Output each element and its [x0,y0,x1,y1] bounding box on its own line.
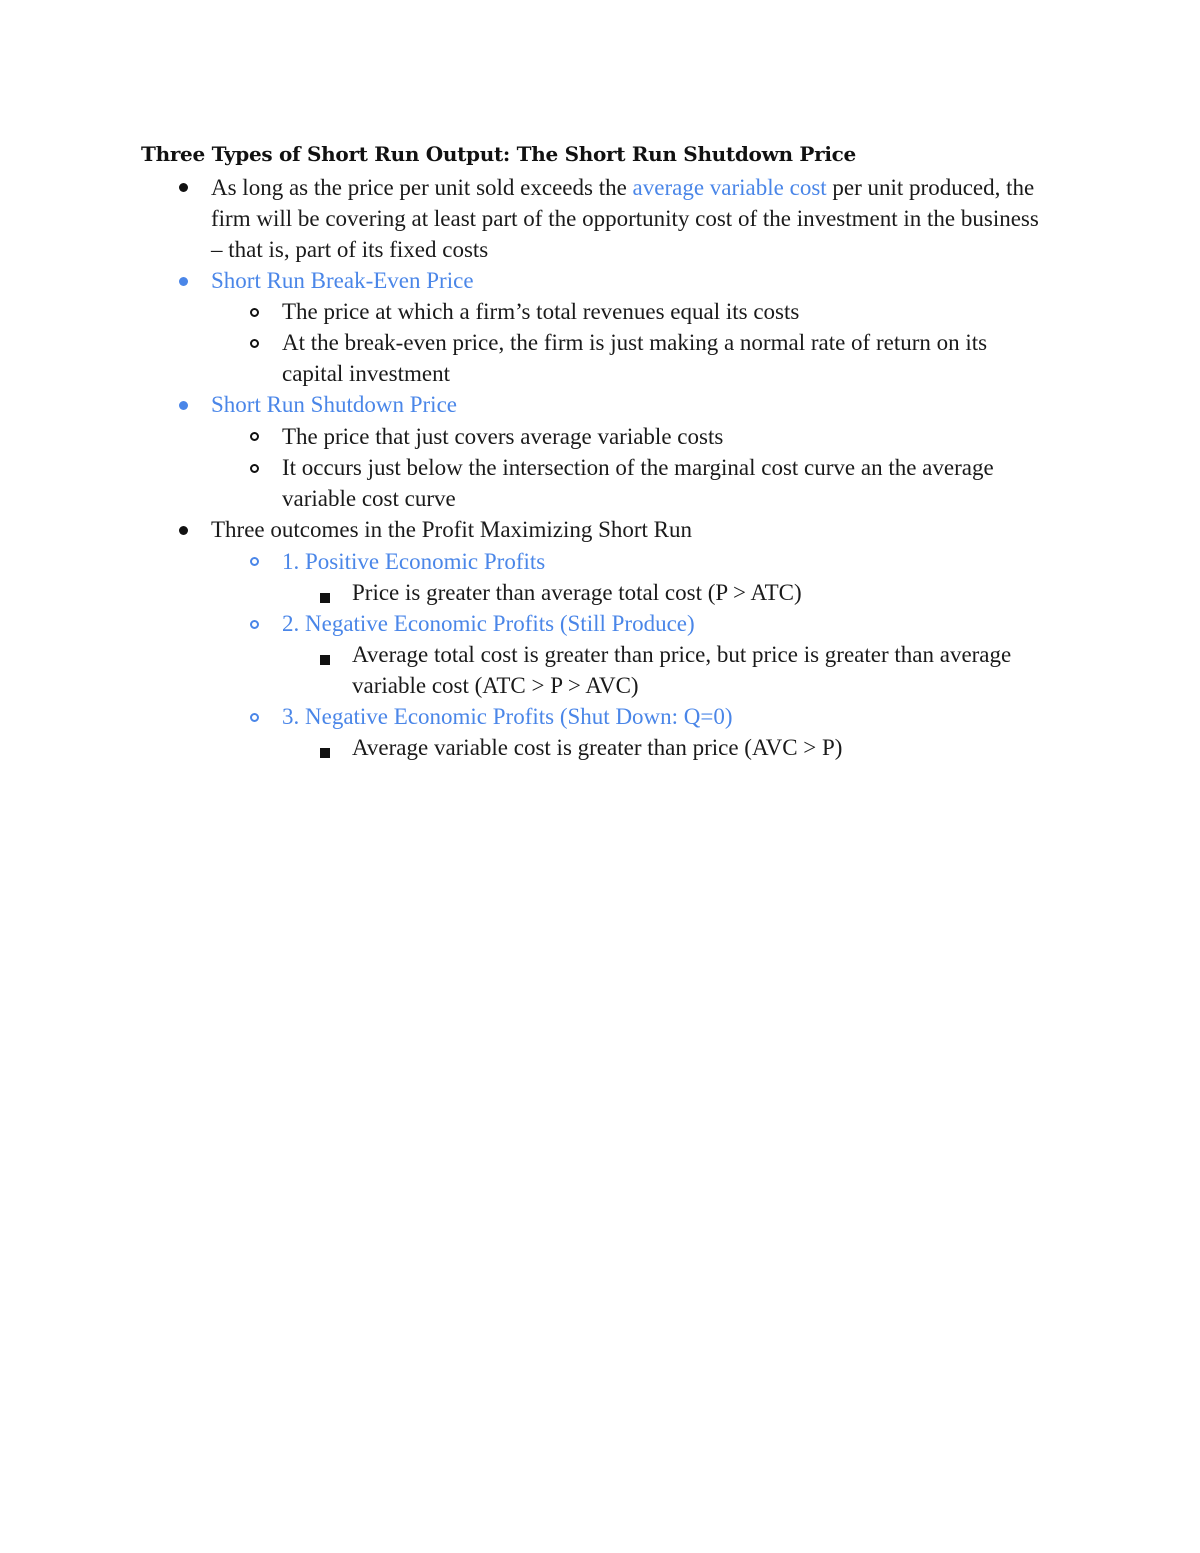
break-even-sub-2-line-2: capital investment [282,361,450,386]
outcome-3-detail: Average variable cost is greater than price (AVC > P) [352,735,843,760]
bullet-1-text-after: per unit produced, the [826,175,1035,200]
outcome-1-label[interactable]: 1. Positive Economic Profits [282,549,546,574]
bullet-1-line-2: firm will be covering at least part of the opportunity cost of the investment in the business [211,206,1039,231]
avc-link[interactable]: average variable cost [632,175,827,200]
sub-bullet-circle-blue [250,620,259,629]
bullet-1-line-1 [211,172,1034,203]
shutdown-heading[interactable]: Short Run Shutdown Price [211,392,457,417]
outcome-1-detail: Price is greater than average total cost (P > ATC) [352,580,802,605]
outcome-2-detail-line-2: variable cost (ATC > P > AVC) [352,673,639,698]
document-title: Three Types of Short Run Output: The Short Run Shutdown Price [141,142,856,166]
shutdown-sub-2-line-1: It occurs just below the intersection of the marginal cost curve an the average [282,455,994,480]
bullet-dot [179,183,188,192]
outcomes-heading: Three outcomes in the Profit Maximizing Short Run [211,517,693,542]
outcome-2-label[interactable]: 2. Negative Economic Profits (Still Produce) [282,611,695,636]
square-bullet [320,655,330,665]
sub-bullet-circle [250,432,259,441]
shutdown-sub-2-line-2: variable cost curve [282,486,456,511]
bullet-1-text-before: As long as the price per unit sold exceeds the [211,175,633,200]
break-even-sub-2-line-1: At the break-even price, the firm is just making a normal rate of return on its [282,330,988,355]
bullet-dot [179,526,188,535]
sub-bullet-circle-blue [250,557,259,566]
square-bullet [320,748,330,758]
sub-bullet-circle [250,339,259,348]
sub-bullet-circle-blue [250,713,259,722]
outcome-3-label[interactable]: 3. Negative Economic Profits (Shut Down: Q=0) [282,704,733,729]
outcome-2-detail-line-1: Average total cost is greater than price, but price is greater than average [352,642,1012,667]
bullet-dot-blue [179,277,188,286]
break-even-sub-1: The price at which a firm’s total revenues equal its costs [282,299,800,324]
sub-bullet-circle [250,308,259,317]
shutdown-sub-1: The price that just covers average variable costs [282,424,724,449]
sub-bullet-circle [250,464,259,473]
break-even-heading[interactable]: Short Run Break-Even Price [211,268,474,293]
bullet-dot-blue [179,401,188,410]
square-bullet [320,593,330,603]
bullet-1-line-3: – that is, part of its fixed costs [211,237,489,262]
